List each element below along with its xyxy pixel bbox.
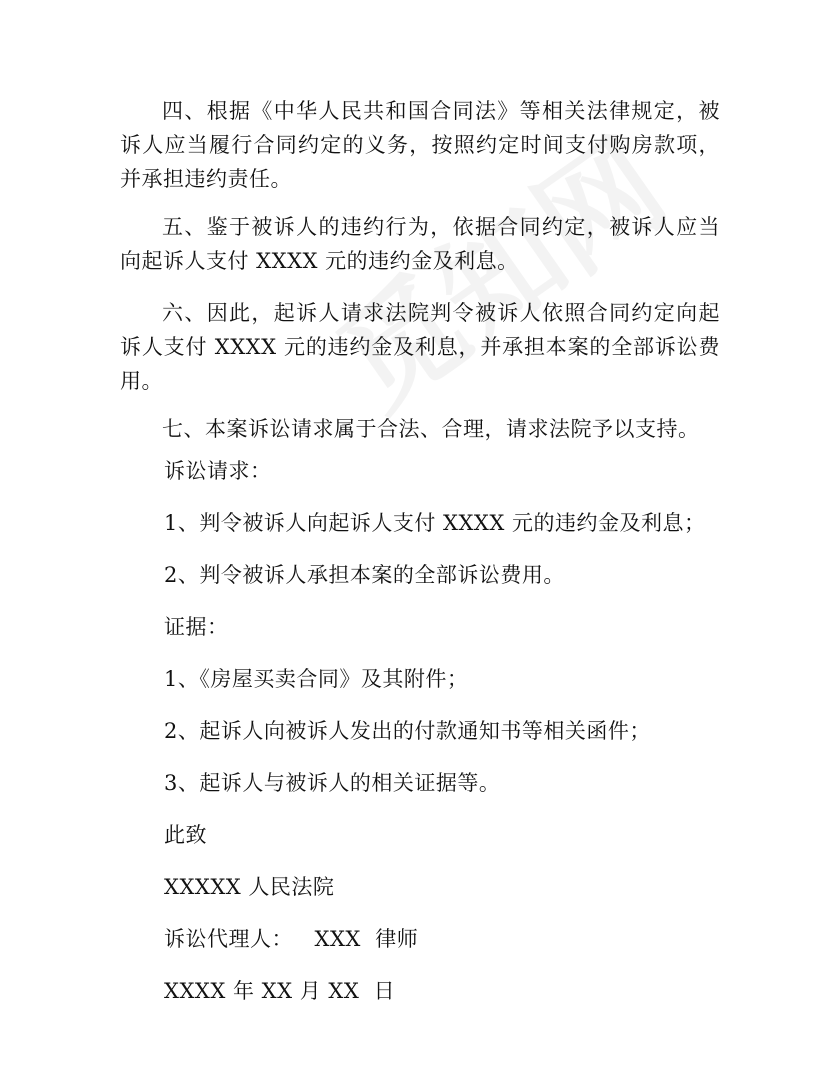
agent-signature: 诉讼代理人： XXX 律师	[164, 927, 419, 951]
document-body	[120, 94, 720, 1008]
claim-item: 1、判令被诉人向起诉人支付 XXXX 元的违约金及利息；	[164, 511, 706, 535]
court-name: XXXXX 人民法院	[164, 875, 335, 899]
paragraph-five: 五、鉴于被诉人的违约行为，依据合同约定，被诉人应当向起诉人支付 XXXX 元的违约金及利息。	[120, 215, 720, 273]
evidence-heading: 证据：	[164, 615, 229, 639]
claims-heading: 诉讼请求：	[164, 459, 272, 483]
document-date: XXXX 年 XX 月 XX 日	[164, 979, 396, 1003]
evidence-item: 2、起诉人向被诉人发出的付款通知书等相关函件；	[164, 719, 651, 743]
paragraph-six: 六、因此，起诉人请求法院判令被诉人依照合同约定向起诉人支付 XXXX 元的违约金及利息，并承担本案的全部诉讼费用。	[120, 301, 720, 393]
paragraph-seven: 七、本案诉讼请求属于合法、合理，请求法院予以支持。	[162, 417, 700, 441]
closing-salutation: 此致	[164, 823, 207, 847]
evidence-item: 1、《房屋买卖合同》及其附件；	[164, 667, 469, 691]
claim-item: 2、判令被诉人承担本案的全部诉讼费用。	[164, 563, 565, 587]
evidence-item: 3、起诉人与被诉人的相关证据等。	[164, 771, 501, 795]
paragraph-four: 四、根据《中华人民共和国合同法》等相关法律规定，被诉人应当履行合同约定的义务，按照约定时间支付购房款项，并承担违约责任。	[120, 99, 720, 191]
